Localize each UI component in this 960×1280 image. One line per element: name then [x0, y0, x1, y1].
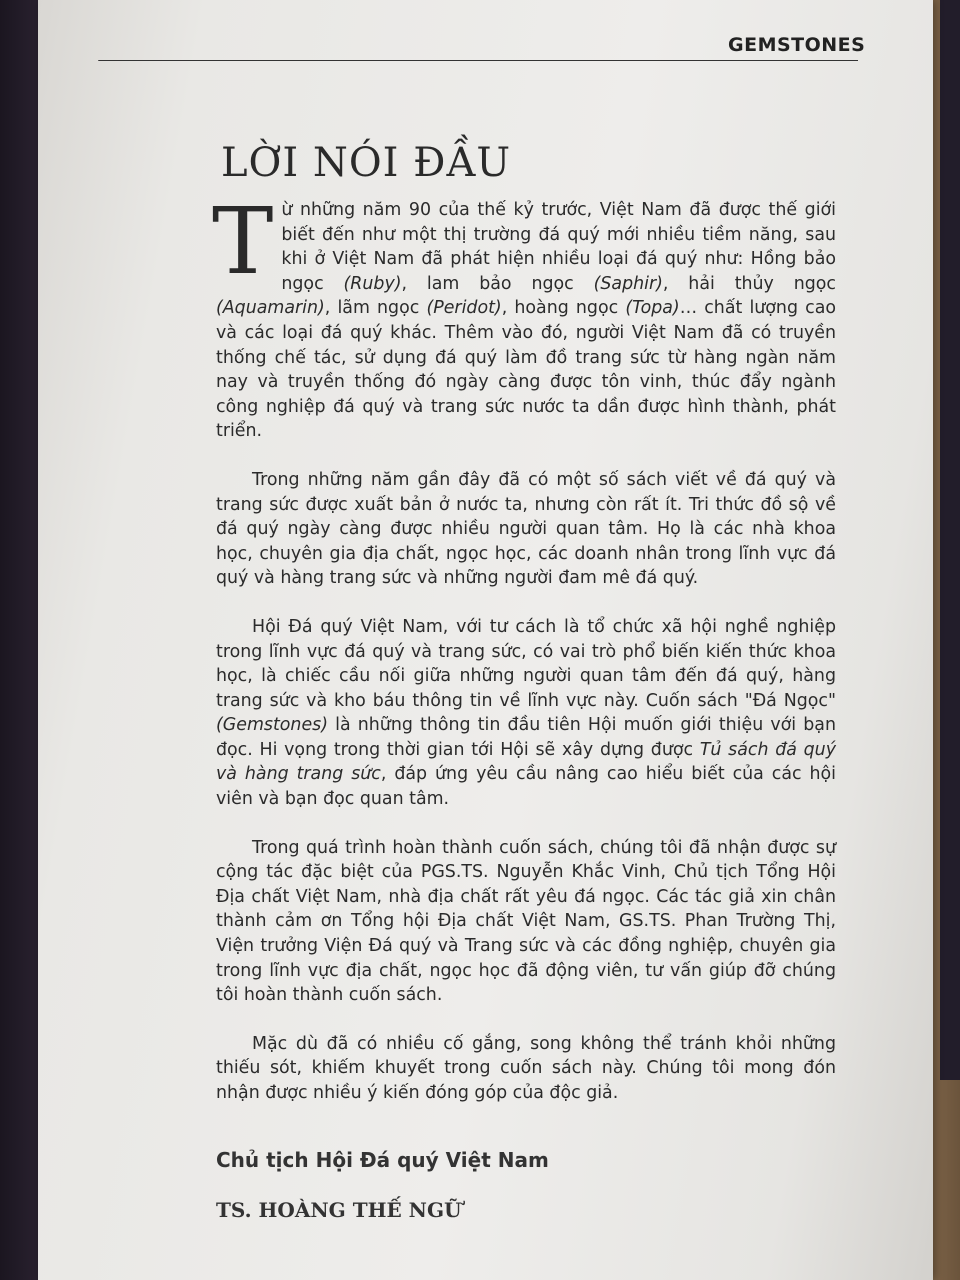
drop-cap: T [212, 188, 274, 295]
body-text [212, 188, 836, 1130]
paragraph-5: Mặc dù đã có nhiều cố gắng, song không thể tránh khỏi những thiếu sót, khiếm khuyết trong cuốn sách này. Chúng tôi mong đón nhận được nhiều ý kiến đóng góp của độc giả. [216, 1033, 836, 1103]
page-title: LỜI NÓI ĐẦU [221, 140, 512, 186]
paragraph-4: Trong quá trình hoàn thành cuốn sách, chúng tôi đã nhận được sự cộng tác đặc biệt của PGS.TS. Nguyễn Khắc Vinh, Chủ tịch Tổng Hội Địa chất Việt Nam, nhà địa chất rất yêu đá ngọc. Các tác giả xin chân thành cảm ơn Tổng hội Địa chất Việt Nam, GS.TS. Phan Trường Thị, Viện trưởng Viện Đá quý và Trang sức và các đồng nghiệp, chuyên gia trong lĩnh vực địa chất, ngọc học đã động viên, tư vấn giúp đỡ chúng tôi hoàn thành cuốn sách. [216, 837, 836, 1006]
book-cover-edge [940, 0, 960, 1080]
header-rule [98, 60, 858, 61]
signature-name: TS. HOÀNG THẾ NGỮ [216, 1198, 462, 1222]
running-header: GEMSTONES [728, 34, 866, 56]
paragraph-intro: Từ những năm 90 của thế kỷ trước, Việt Nam đã được thế giới biết đến như một thị trường đá quý mới nhiều tiềm năng, sau khi ở Việt Nam đã phát hiện nhiều loại đá quý như: Hồng bảo ngọc (Ruby), lam bảo ngọc (Saphir), hải thủy ngọc (Aquamarin), lãm ngọc (Peridot), hoàng ngọc (Topa)… chất lượng cao và các loại đá quý khác. Thêm vào đó, người Việt Nam đã có truyền thống chế tác, sử dụng đá quý làm đồ trang sức từ hàng ngàn năm nay và truyền thống đó ngày càng được tôn vinh, thúc đẩy ngành công nghiệp đá quý và trang sức nước ta dần được hình thành, phát triển. [212, 188, 836, 442]
paragraph-2: Trong những năm gần đây đã có một số sách viết về đá quý và trang sức được xuất bản ở nước ta, nhưng còn rất ít. Tri thức đồ sộ về đá quý ngày càng được nhiều người quan tâm. Họ là các nhà khoa học, chuyên gia địa chất, ngọc học, các doanh nhân trong lĩnh vực đá quý và hàng trang sức và những người đam mê đá quý. [216, 469, 836, 589]
signature-block [216, 1148, 549, 1248]
paragraph-3: Hội Đá quý Việt Nam, với tư cách là tổ chức xã hội nghề nghiệp trong lĩnh vực đá quý và trang sức, có vai trò phổ biến kiến thức khoa học, là chiếc cầu nối giữa những người quan tâm đến đá quý, hàng trang sức và kho báu thông tin về lĩnh vực này. Cuốn sách "Đá Ngọc" (Gemstones) là những thông tin đầu tiên Hội muốn giới thiệu với bạn đọc. Hi vọng trong thời gian tới Hội sẽ xây dựng được Tủ sách đá quý và hàng trang sức, đáp ứng yêu cầu nâng cao hiểu biết của các hội viên và bạn đọc quan tâm. [216, 616, 836, 810]
signature-position: Chủ tịch Hội Đá quý Việt Nam [216, 1148, 549, 1172]
book-page [38, 0, 933, 1280]
